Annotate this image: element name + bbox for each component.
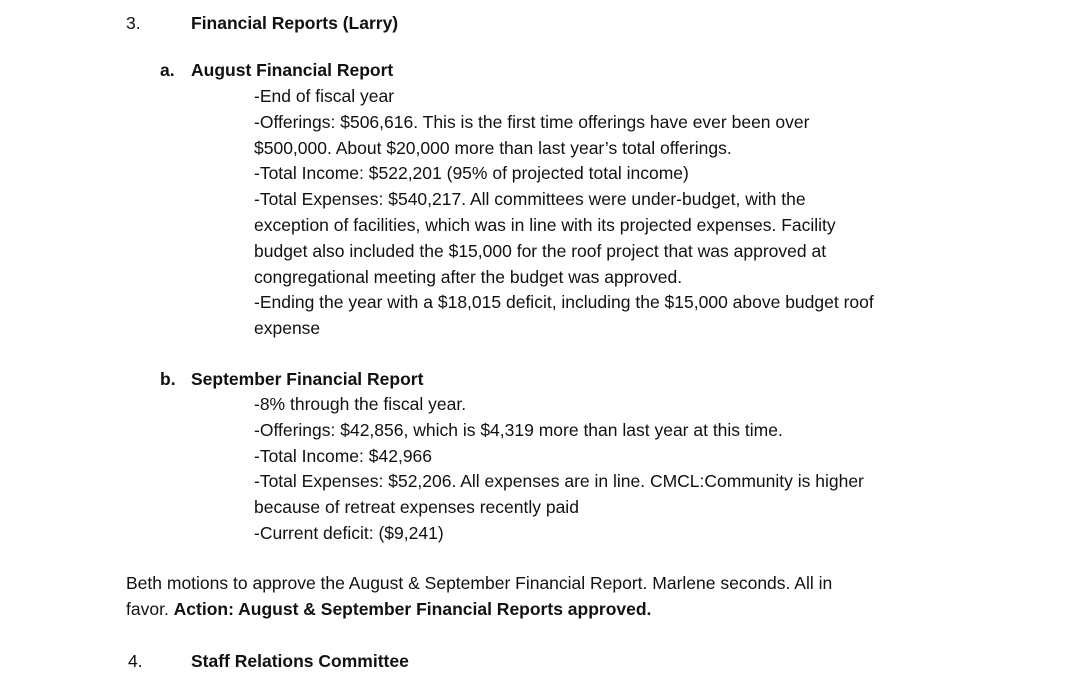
report-line: because of retreat expenses recently paid [254, 497, 579, 518]
subsection-title: August Financial Report [191, 60, 394, 80]
motion-favor-text: favor. [126, 598, 174, 619]
september-report-items [254, 392, 964, 547]
section-title: Financial Reports (Larry) [191, 13, 399, 33]
report-line: -Total Expenses: $540,217. All committees were under-budget, with the [254, 189, 806, 210]
section-number: 4. [128, 651, 143, 671]
subsection-title: September Financial Report [191, 369, 424, 389]
report-line: expense [254, 318, 321, 339]
report-line: -Offerings: $42,856, which is $4,319 more than last year at this time. [254, 419, 783, 440]
report-line: -Total Expenses: $52,206. All expenses are in line. CMCL:Community is higher [254, 471, 864, 492]
report-line: -Offerings: $506,616. This is the first time offerings have ever been over [254, 111, 810, 132]
section-title: Staff Relations Committee [191, 651, 409, 671]
motion-line [126, 597, 946, 623]
action-text: Action: August & September Financial Reports approved. [173, 598, 652, 619]
section-number: 3. [126, 13, 141, 33]
report-line: -Total Income: $522,201 (95% of projected total income) [254, 163, 689, 184]
report-line: -Total Income: $42,966 [254, 445, 433, 466]
report-line: exception of facilities, which was in line with its projected expenses. Facility [254, 214, 836, 235]
subsection-letter: b. [160, 369, 176, 389]
report-line: congregational meeting after the budget was approved. [254, 266, 683, 287]
report-line: budget also included the $15,000 for the roof project that was approved at [254, 240, 827, 261]
report-line: -Current deficit: ($9,241) [254, 522, 444, 543]
motion-line: Beth motions to approve the August & September Financial Report. Marlene seconds. All in [126, 573, 833, 593]
report-line: $500,000. About $20,000 more than last year’s total offerings. [254, 137, 732, 158]
report-line: -Ending the year with a $18,015 deficit, including the $15,000 above budget roof [254, 292, 874, 313]
report-line: -8% through the fiscal year. [254, 394, 467, 414]
august-report-items [254, 84, 964, 342]
subsection-letter: a. [160, 60, 175, 80]
report-line: -End of fiscal year [254, 86, 395, 106]
motion-paragraph [126, 571, 946, 623]
